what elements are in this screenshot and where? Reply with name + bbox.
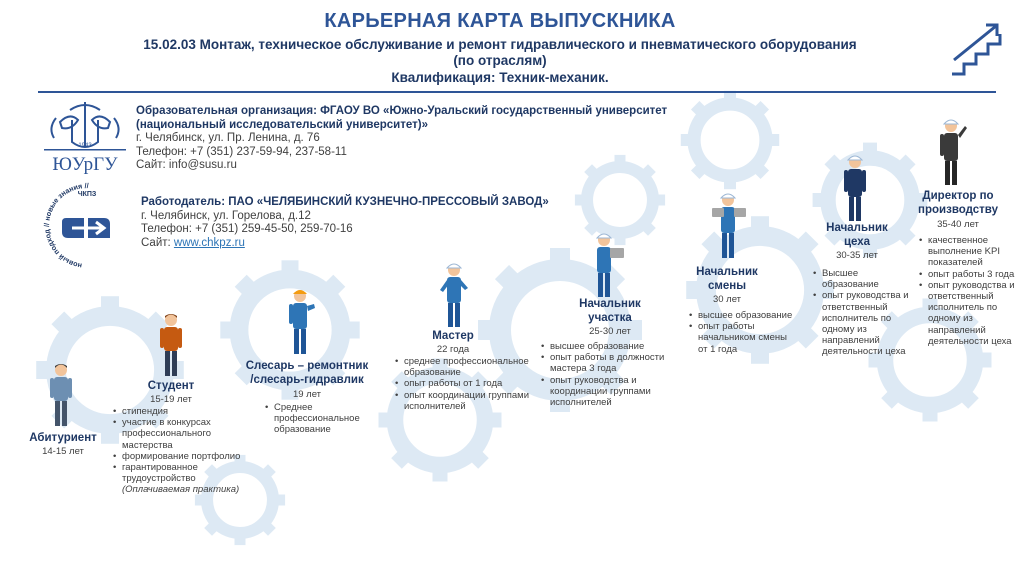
- list-item: • качественное выполнение KPI показателей: [918, 235, 1020, 269]
- employer-site-link[interactable]: www.chkpz.ru: [173, 236, 245, 249]
- list-item: • опыт работы начальником смены от 1 года: [688, 321, 798, 355]
- stage-section-chief-age: 25-30 лет: [589, 326, 631, 337]
- list-item: • среднее профессиональное образование: [394, 356, 542, 378]
- stage-student-age: 15-19 лет: [150, 394, 192, 405]
- organization-name-line-2: (национальный исследовательский университет)»: [136, 118, 428, 131]
- list-item: • опыт работы от 1 года: [394, 378, 542, 389]
- stage-shift-chief-title-line-1: Начальник: [696, 266, 758, 278]
- stage-fitter-age: 19 лет: [292, 389, 322, 400]
- stage-shift-chief-age: 30 лет: [712, 294, 742, 305]
- susu-logo-text: ЮУрГУ: [52, 154, 118, 174]
- master-figure: [436, 260, 472, 330]
- employer-address: г. Челябинск, ул. Горелова, д.12: [141, 209, 311, 222]
- qualification: Квалификация: Техник-механик.: [391, 70, 609, 85]
- chkpz-logo-abbrev: ЧКПЗ: [77, 191, 97, 198]
- list-item: • опыт работы в должности мастера 3 года: [540, 352, 678, 374]
- stage-director-age: 35-40 лет: [937, 219, 979, 230]
- stage-master-title: Мастер: [432, 330, 474, 342]
- stage-director-title-line-2: производству: [918, 204, 998, 216]
- specialty-line-1: 15.02.03 Монтаж, техническое обслуживание и ремонт гидравлического и пневматического оборудования: [143, 37, 857, 52]
- page-title: КАРЬЕРНАЯ КАРТА ВЫПУСКНИКА: [324, 10, 676, 32]
- stage-fitter-title-line-2: /слесарь-гидравлик: [250, 374, 364, 386]
- specialty-line-2: (по отраслям): [453, 53, 547, 68]
- stage-shop-chief-title-line-2: цеха: [843, 236, 871, 248]
- susu-logo: [40, 98, 130, 174]
- list-item: (Оплачиваемая практика): [122, 484, 240, 496]
- stage-shop-chief-title-line-1: Начальник: [826, 222, 888, 234]
- stage-student-title: Студент: [147, 380, 195, 392]
- organization-info: [136, 105, 726, 173]
- stage-shift-chief-title-line-2: смены: [707, 280, 747, 292]
- chkpz-logo: [38, 182, 136, 270]
- list-item: • формирование портфолио: [112, 451, 244, 462]
- student-figure: [155, 312, 187, 380]
- susu-logo-year: 1943: [78, 143, 92, 149]
- list-item: • высшее образование: [688, 310, 798, 321]
- organization-site: Сайт: info@susu.ru: [136, 159, 237, 171]
- stage-director-list: [918, 235, 1020, 347]
- fitter-figure: [284, 286, 318, 358]
- stairs-climb-icon: [950, 20, 1010, 76]
- list-item: • стипендия: [112, 406, 244, 417]
- stage-section-chief-title-line-1: Начальник: [579, 298, 641, 310]
- employer-phone: Телефон: +7 (351) 259-45-50, 259-70-16: [141, 223, 353, 235]
- list-item: • участие в конкурсах профессионального мастерства: [112, 417, 244, 451]
- production-director-figure: [934, 116, 968, 188]
- stage-section-chief-list: [540, 341, 678, 408]
- list-item: • Высшее образование: [812, 268, 916, 290]
- employer-site-label: Сайт:: [141, 236, 174, 249]
- list-item: • Среднее профессиональное образование: [264, 402, 364, 436]
- stage-master-list: [394, 356, 542, 412]
- organization-phone: Телефон: +7 (351) 237-59-94, 237-58-11: [136, 145, 347, 158]
- applicant-figure: [46, 362, 76, 430]
- list-item: • опыт работы 3 года: [918, 269, 1020, 280]
- organization-name-line-1: Образовательная организация: ФГАОУ ВО «Южно-Уральский государственный университет: [136, 105, 668, 117]
- section-chief-figure: [588, 230, 628, 300]
- stage-master-age: 22 года: [436, 344, 470, 355]
- header-divider: [38, 91, 996, 93]
- stage-student-list: [112, 406, 244, 496]
- stage-applicant-age: 14-15 лет: [42, 446, 84, 457]
- stage-section-chief-title-line-2: участка: [588, 312, 632, 324]
- stage-shop-chief-age: 30-35 лет: [836, 250, 878, 261]
- stage-shop-chief-list: [812, 268, 916, 358]
- stage-fitter-list: [264, 402, 364, 436]
- stage-director-title-line-1: Директор по: [922, 190, 994, 202]
- list-item: • опыт руководства и ответственный исполнитель по одному из направлений деятельности цеха: [918, 280, 1020, 347]
- list-item: • опыт руководства и ответственный исполнитель по одному из направлений деятельности цеха: [812, 290, 916, 357]
- organization-address: г. Челябинск, ул. Пр. Ленина, д. 76: [136, 132, 320, 144]
- list-item: • опыт руководства и координации группами исполнителей: [540, 375, 678, 409]
- header: [60, 10, 940, 85]
- stage-fitter-title-line-1: Слесарь – ремонтник: [245, 360, 369, 372]
- list-item: • опыт координации группами исполнителей: [394, 390, 542, 412]
- stage-shift-chief-list: [688, 310, 798, 355]
- chkpz-logo-ring-text: новый подход // новые знания //: [42, 182, 89, 270]
- list-item: • гарантированное трудоустройство: [112, 462, 244, 484]
- shop-chief-figure: [838, 152, 872, 224]
- employer-name: Работодатель: ПАО «ЧЕЛЯБИНСКИЙ КУЗНЕЧНО-ПРЕССОВЫЙ ЗАВОД»: [141, 196, 549, 208]
- shift-chief-figure: [708, 190, 748, 262]
- stage-applicant-title: Абитуриент: [29, 432, 97, 444]
- list-item: • высшее образование: [540, 341, 678, 352]
